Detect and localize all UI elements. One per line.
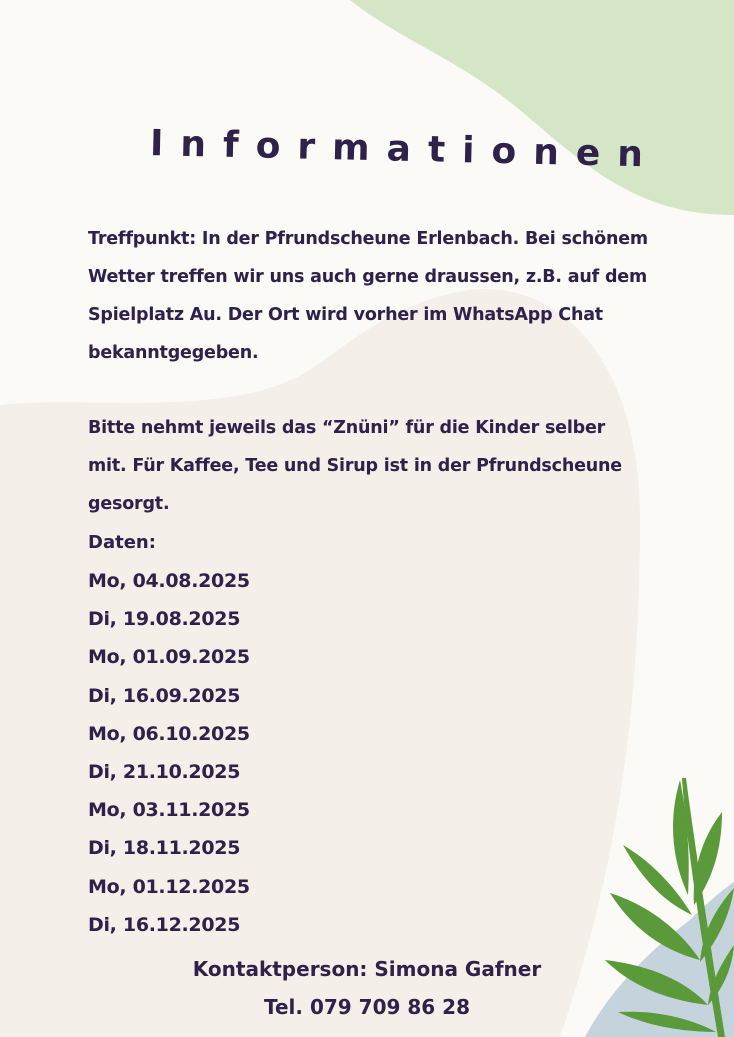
page-title: Informationen <box>149 123 661 176</box>
contact-block <box>140 950 594 1026</box>
dates-list <box>88 562 250 944</box>
date-item: Di, 21.10.2025 <box>88 761 241 784</box>
date-item: Mo, 01.09.2025 <box>88 646 250 669</box>
date-item: Di, 19.08.2025 <box>88 608 241 631</box>
date-item: Mo, 03.11.2025 <box>88 799 250 822</box>
meeting-point-paragraph: Treffpunkt: In der Pfrundscheune Erlenbach. Bei schönem Wetter treffen wir uns auch gerne draussen, z.B. auf dem Spielplatz Au. Der Ort wird vorher im WhatsApp Chat bekanntgegeben. <box>88 229 648 363</box>
date-item: Di, 18.11.2025 <box>88 837 241 860</box>
date-item: Di, 16.09.2025 <box>88 684 241 707</box>
contact-phone: Tel. 079 709 86 28 <box>263 995 470 1019</box>
dates-label: Daten: <box>88 532 156 553</box>
date-item: Mo, 01.12.2025 <box>88 875 250 898</box>
snack-paragraph: Bitte nehmt jeweils das “Znüni” für die Kinder selber mit. Für Kaffee, Tee und Sirup ist in der Pfrundscheune gesorgt. <box>88 418 622 514</box>
contact-person: Kontaktperson: Simona Gafner <box>192 957 542 981</box>
date-item: Mo, 06.10.2025 <box>88 722 250 745</box>
date-item: Mo, 04.08.2025 <box>88 570 250 592</box>
date-item: Di, 16.12.2025 <box>88 913 241 936</box>
